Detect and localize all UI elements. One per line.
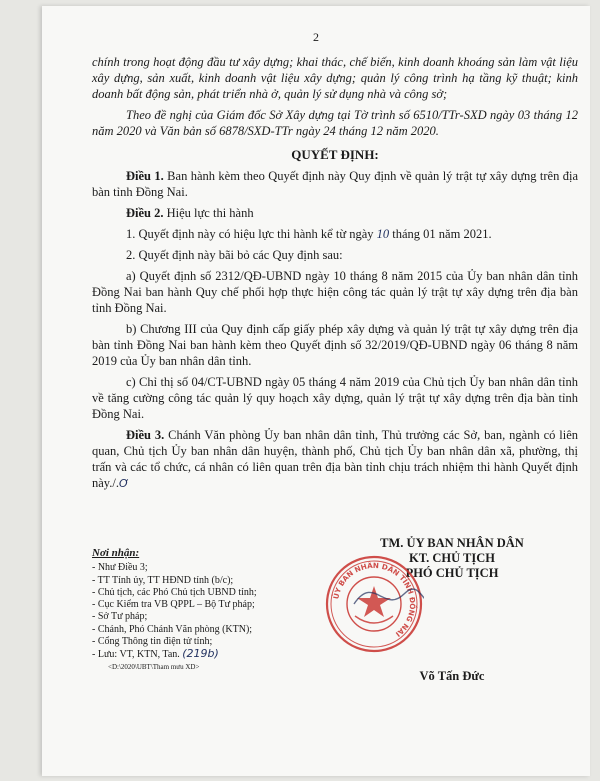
official-seal-icon [324, 554, 424, 654]
recipient-item: - Sở Tư pháp; [92, 611, 148, 623]
article-2-item-2: 2. Quyết định này bãi bỏ các Quy định sau: [126, 248, 343, 262]
article-1 [92, 168, 578, 200]
recipient-item: - Như Điều 3; [92, 562, 148, 574]
recipient-item: - Chủ tịch, các Phó Chủ tịch UBND tỉnh; [92, 586, 257, 598]
signature-line-1: TM. ỦY BAN NHÂN DÂN [380, 536, 524, 550]
document-page [42, 6, 590, 776]
seal-text: ỦY BAN NHÂN DÂN TỈNH ĐỒNG NAI [331, 560, 418, 639]
signature-line-3: PHÓ CHỦ TỊCH [405, 566, 499, 580]
recipient-item: - Chánh, Phó Chánh Văn phòng (KTN); [92, 623, 253, 635]
article-2-text: Hiệu lực thi hành [163, 206, 254, 220]
document-body [92, 54, 578, 492]
recipients-heading: Nơi nhận: [92, 547, 140, 559]
article-2-item-c: c) Chỉ thị số 04/CT-UBND ngày 05 tháng 4 năm 2019 của Chủ tịch Ủy ban nhân dân tỉnh về tăng cường công tác quản lý quy hoạch xây dựng, quản lý trật tự xây dựng trên địa bàn tỉnh Đồng Nai. [92, 375, 578, 421]
article-1-text: Ban hành kèm theo Quyết định này Quy định về quản lý trật tự xây dựng trên địa bàn tỉnh Đồng Nai. [92, 169, 579, 199]
handwritten-initial: Ơ [118, 477, 130, 490]
recipients-block [92, 547, 322, 672]
handwritten-archive-code: (219b) [182, 647, 219, 661]
page-number: 2 [313, 30, 319, 44]
article-3 [92, 427, 578, 492]
file-path: <D:\2020\UBT\Tham mưu XD> [108, 662, 200, 671]
recipient-item-archive: - Lưu: VT, KTN, Tan. (219b) [92, 647, 219, 661]
decision-title: QUYẾT ĐỊNH: [291, 147, 379, 162]
article-2-label: Điều 2. [126, 206, 164, 220]
article-2-item-b: b) Chương III của Quy định cấp giấy phép xây dựng và quản lý trật tự xây dựng trên địa bàn tỉnh Đồng Nai ban hành kèm theo Quyết định số 32/2019/QĐ-UBND ngày 06 tháng 8 năm 2019 của Ủy ban nhân dân tỉnh. [92, 322, 578, 368]
signer-name: Võ Tấn Đức [419, 669, 485, 683]
article-3-text: Chánh Văn phòng Ủy ban nhân dân tỉnh, Thủ trưởng các Sở, ban, ngành có liên quan, Chủ tịch Ủy ban nhân dân huyện, thành phố, Chủ tịch Ủy ban nhân dân xã, phường, thị trấn và các tổ chức, cá nhân có liên quan trên địa bàn tỉnh chịu trách nhiệm thi hành Quyết định này./. [92, 428, 578, 490]
article-1-label: Điều 1. [126, 169, 164, 183]
article-2-heading [92, 205, 578, 221]
recipient-item: - TT Tỉnh ủy, TT HĐND tỉnh (b/c); [92, 574, 234, 586]
proposal-paragraph: Theo đề nghị của Giám đốc Sở Xây dựng tại Tờ trình số 6510/TTr-SXD ngày 03 tháng 12 năm 2020 và Văn bản số 6878/SXD-TTr ngày 24 tháng 12 năm 2020. [92, 108, 578, 138]
handwritten-effective-day: 10 [376, 227, 390, 241]
article-2-item-a: a) Quyết định số 2312/QĐ-UBND ngày 10 tháng 8 năm 2015 của Ủy ban nhân dân tỉnh Đồng Nai ban hành Quy chế phối hợp thực hiện công tác quản lý trật tự xây dựng trên địa bàn tỉnh Đồng Nai. [92, 269, 578, 315]
article-2-item-1: 1. Quyết định này có hiệu lực thi hành kể từ ngày 10 tháng 01 năm 2021. [126, 227, 492, 241]
recipient-item: - Cổng Thông tin điện tử tỉnh; [92, 636, 213, 648]
intro-paragraph: chính trong hoạt động đầu tư xây dựng; khai thác, chế biến, kinh doanh khoáng sản làm vật liệu xây dựng, sản xuất, kinh doanh vật liệu xây dựng; quản lý công trình hạ tầng kỹ thuật; kinh doanh bất động sản, phát triển nhà ở, quản lý sử dụng nhà và công sở; [92, 55, 578, 101]
article-3-label: Điều 3. [126, 428, 165, 442]
signature-line-2: KT. CHỦ TỊCH [408, 551, 495, 565]
recipient-item: - Cục Kiểm tra VB QPPL – Bộ Tư pháp; [92, 599, 255, 611]
